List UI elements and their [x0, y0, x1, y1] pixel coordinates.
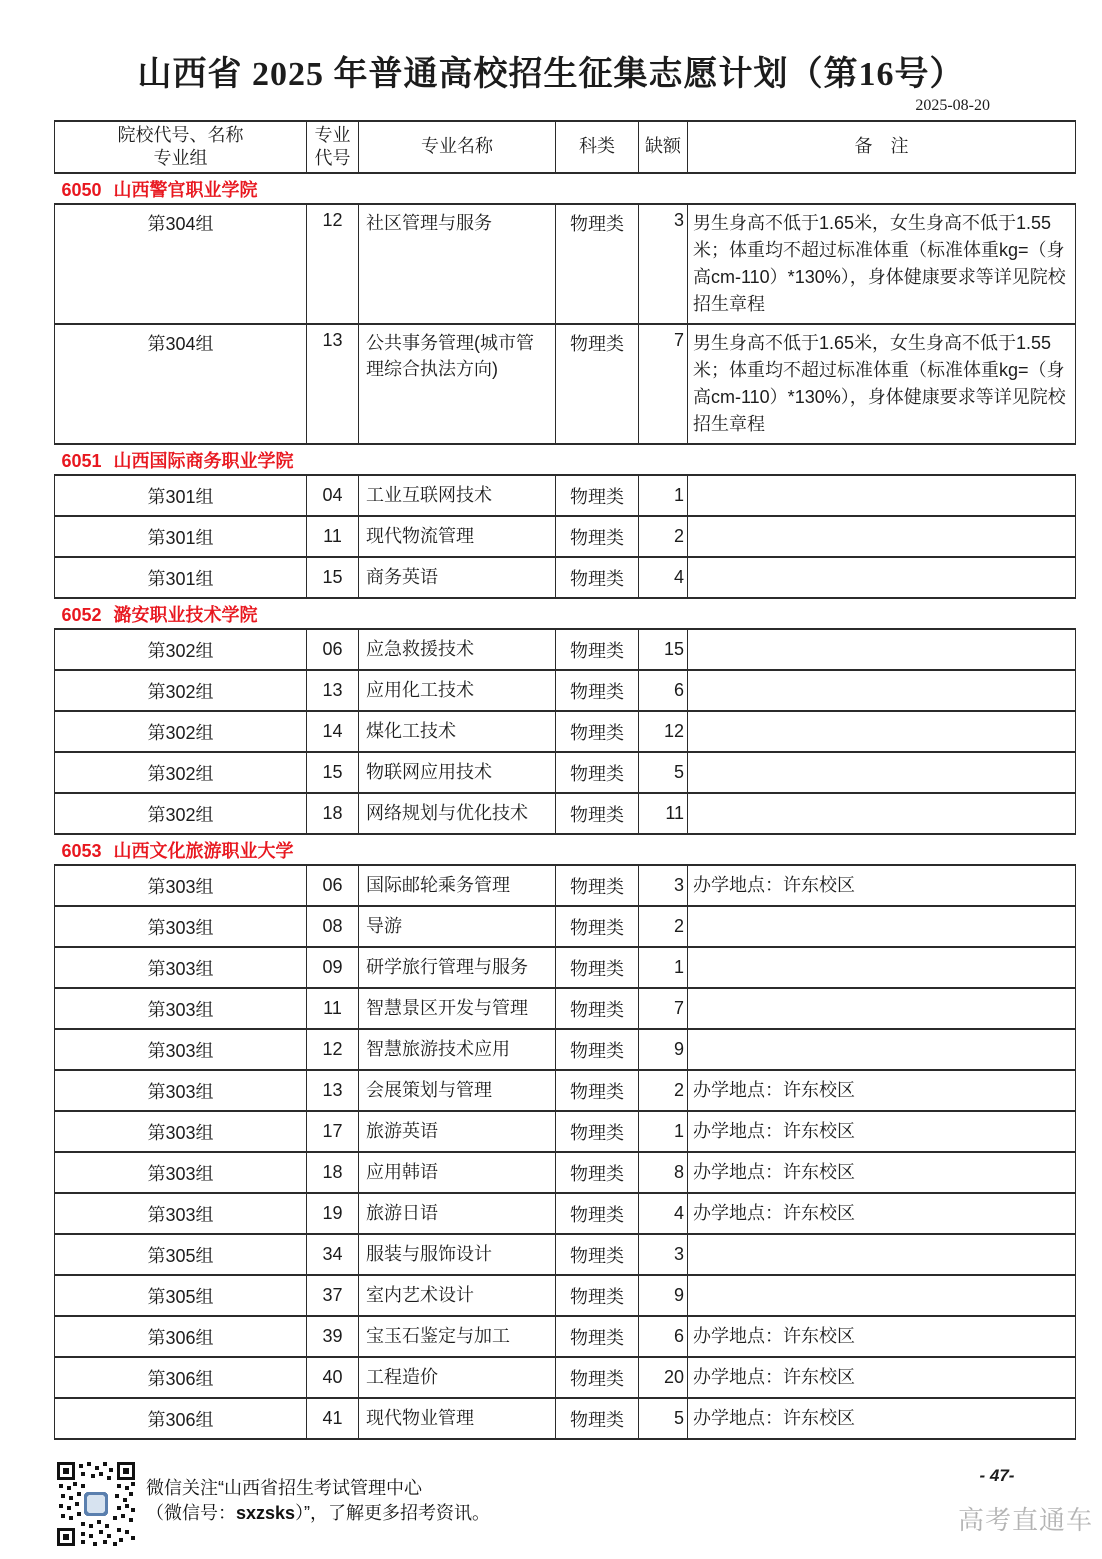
- vacancy-cell: 5: [639, 1398, 688, 1439]
- table-row: [55, 793, 1076, 834]
- major-code-cell: 13: [307, 324, 359, 444]
- college-group-cell: 第303组: [55, 988, 307, 1029]
- remark-cell: [688, 752, 1076, 793]
- vacancy-cell: 20: [639, 1357, 688, 1398]
- remark-cell: 办学地点：许东校区: [688, 1193, 1076, 1234]
- page-number: - 47-: [979, 1466, 1015, 1485]
- table-row: [55, 1398, 1076, 1439]
- major-name-cell: 应用化工技术: [359, 670, 556, 711]
- subject-category-cell: 物理类: [556, 1357, 639, 1398]
- college-group-cell: 第302组: [55, 629, 307, 670]
- major-name-cell: 应用韩语: [359, 1152, 556, 1193]
- table-row: [55, 475, 1076, 516]
- table-row: [55, 1111, 1076, 1152]
- vacancy-cell: 12: [639, 711, 688, 752]
- table-row: [55, 1357, 1076, 1398]
- table-row: [55, 711, 1076, 752]
- subject-category-cell: 物理类: [556, 1316, 639, 1357]
- remark-cell: [688, 629, 1076, 670]
- college-group-cell: 第303组: [55, 1029, 307, 1070]
- major-code-cell: 18: [307, 793, 359, 834]
- col-header-college-line1: 院校代号、名称: [117, 124, 244, 145]
- header-row: [55, 121, 1076, 173]
- remark-cell: [688, 947, 1076, 988]
- table-row: [55, 1152, 1076, 1193]
- remark-cell: 办学地点：许东校区: [688, 1111, 1076, 1152]
- major-name-cell: 国际邮轮乘务管理: [359, 865, 556, 906]
- table-row: [55, 988, 1076, 1029]
- college-group-cell: 第304组: [55, 324, 307, 444]
- subject-category-cell: 物理类: [556, 629, 639, 670]
- table-body: [55, 173, 1076, 1439]
- major-code-cell: 37: [307, 1275, 359, 1316]
- college-code: 6050: [61, 179, 102, 200]
- footer-wechat-line2: （微信号：sxzsks）”，了解更多招考资讯。: [146, 1502, 491, 1523]
- college-group-cell: 第303组: [55, 1111, 307, 1152]
- major-code-cell: 11: [307, 988, 359, 1029]
- remark-cell: [688, 1234, 1076, 1275]
- table-row: [55, 1193, 1076, 1234]
- footer-wechat-note: [146, 1476, 490, 1526]
- major-code-cell: 15: [307, 752, 359, 793]
- table-row: [55, 1234, 1076, 1275]
- vacancy-cell: 4: [639, 557, 688, 598]
- major-name-cell: 网络规划与优化技术: [359, 793, 556, 834]
- major-code-cell: 17: [307, 1111, 359, 1152]
- major-name-cell: 室内艺术设计: [359, 1275, 556, 1316]
- remark-cell: 办学地点：许东校区: [688, 865, 1076, 906]
- vacancy-cell: 3: [639, 204, 688, 324]
- vacancy-cell: 11: [639, 793, 688, 834]
- page-title: 山西省 2025 年普通高校招生征集志愿计划（第16号）: [137, 56, 965, 93]
- section-college-label: [55, 834, 1076, 865]
- wechat-id: sxzsks: [236, 1502, 296, 1523]
- vacancy-cell: 9: [639, 1029, 688, 1070]
- vacancy-cell: 1: [639, 1111, 688, 1152]
- major-code-cell: 08: [307, 906, 359, 947]
- major-name-cell: 旅游英语: [359, 1111, 556, 1152]
- table-row: [55, 947, 1076, 988]
- remark-cell: 男生身高不低于1.65米，女生身高不低于1.55米；体重均不超过标准体重（标准体重kg=（身高cm-110）*130%），身体健康要求等详见院校招生章程: [688, 324, 1076, 444]
- subject-category-cell: 物理类: [556, 516, 639, 557]
- subject-category-cell: 物理类: [556, 1152, 639, 1193]
- major-code-cell: 04: [307, 475, 359, 516]
- table-row: [55, 1029, 1076, 1070]
- major-code-cell: 13: [307, 670, 359, 711]
- subject-category-cell: 物理类: [556, 947, 639, 988]
- footer-wechat-line1: 微信关注“山西省招生考试管理中心: [146, 1478, 422, 1498]
- college-group-cell: 第306组: [55, 1398, 307, 1439]
- remark-cell: 办学地点：许东校区: [688, 1316, 1076, 1357]
- college-group-cell: 第303组: [55, 906, 307, 947]
- college-code: 6052: [61, 604, 102, 625]
- major-name-cell: 现代物流管理: [359, 516, 556, 557]
- major-code-cell: 12: [307, 204, 359, 324]
- remark-cell: [688, 670, 1076, 711]
- major-name-cell: 会展策划与管理: [359, 1070, 556, 1111]
- vacancy-cell: 3: [639, 1234, 688, 1275]
- col-header-major-name: 专业名称: [359, 121, 556, 173]
- section-college-label: [55, 444, 1076, 475]
- col-header-category: 科类: [556, 121, 639, 173]
- college-group-cell: 第302组: [55, 670, 307, 711]
- vacancy-cell: 2: [639, 516, 688, 557]
- major-name-cell: 煤化工技术: [359, 711, 556, 752]
- major-name-cell: 公共事务管理(城市管理综合执法方向): [359, 324, 556, 444]
- subject-category-cell: 物理类: [556, 670, 639, 711]
- section-college-label: [55, 598, 1076, 629]
- subject-category-cell: 物理类: [556, 1275, 639, 1316]
- college-name: 山西文化旅游职业大学: [113, 840, 294, 861]
- college-group-cell: 第304组: [55, 204, 307, 324]
- section-row: [55, 598, 1076, 629]
- major-code-cell: 12: [307, 1029, 359, 1070]
- remark-cell: 办学地点：许东校区: [688, 1070, 1076, 1111]
- date-label: 2025-08-20: [915, 97, 990, 114]
- vacancy-cell: 6: [639, 1316, 688, 1357]
- qr-code: [57, 1462, 135, 1546]
- section-row: [55, 173, 1076, 204]
- table-row: [55, 865, 1076, 906]
- subject-category-cell: 物理类: [556, 1398, 639, 1439]
- remark-cell: [688, 1029, 1076, 1070]
- vacancy-cell: 7: [639, 988, 688, 1029]
- major-name-cell: 旅游日语: [359, 1193, 556, 1234]
- major-code-cell: 34: [307, 1234, 359, 1275]
- college-group-cell: 第301组: [55, 516, 307, 557]
- subject-category-cell: 物理类: [556, 1234, 639, 1275]
- college-group-cell: 第306组: [55, 1357, 307, 1398]
- major-code-cell: 15: [307, 557, 359, 598]
- table-row: [55, 629, 1076, 670]
- subject-category-cell: 物理类: [556, 988, 639, 1029]
- subject-category-cell: 物理类: [556, 1111, 639, 1152]
- college-group-cell: 第302组: [55, 793, 307, 834]
- section-college-label: [55, 173, 1076, 204]
- college-name: 潞安职业技术学院: [113, 604, 258, 625]
- subject-category-cell: 物理类: [556, 865, 639, 906]
- subject-category-cell: 物理类: [556, 793, 639, 834]
- vacancy-cell: 8: [639, 1152, 688, 1193]
- major-code-cell: 14: [307, 711, 359, 752]
- vacancy-cell: 5: [639, 752, 688, 793]
- col-header-college: [55, 121, 307, 173]
- major-name-cell: 社区管理与服务: [359, 204, 556, 324]
- remark-cell: 办学地点：许东校区: [688, 1152, 1076, 1193]
- col-header-major-code: [307, 121, 359, 173]
- major-code-cell: 18: [307, 1152, 359, 1193]
- col-header-major-code-line1: 专业: [314, 124, 351, 145]
- subject-category-cell: 物理类: [556, 1070, 639, 1111]
- col-header-remark: 备 注: [688, 121, 1076, 173]
- major-name-cell: 物联网应用技术: [359, 752, 556, 793]
- major-name-cell: 工业互联网技术: [359, 475, 556, 516]
- table-row: [55, 204, 1076, 324]
- college-group-cell: 第305组: [55, 1275, 307, 1316]
- college-group-cell: 第301组: [55, 475, 307, 516]
- vacancy-cell: 4: [639, 1193, 688, 1234]
- major-code-cell: 06: [307, 629, 359, 670]
- subject-category-cell: 物理类: [556, 1193, 639, 1234]
- college-group-cell: 第305组: [55, 1234, 307, 1275]
- college-group-cell: 第303组: [55, 1070, 307, 1111]
- subject-category-cell: 物理类: [556, 1029, 639, 1070]
- major-code-cell: 13: [307, 1070, 359, 1111]
- major-name-cell: 现代物业管理: [359, 1398, 556, 1439]
- college-name: 山西警官职业学院: [113, 179, 258, 200]
- vacancy-cell: 1: [639, 947, 688, 988]
- col-header-major-code-line2: 代号: [314, 148, 351, 168]
- college-group-cell: 第303组: [55, 1152, 307, 1193]
- remark-cell: [688, 1275, 1076, 1316]
- major-name-cell: 智慧旅游技术应用: [359, 1029, 556, 1070]
- college-group-cell: 第303组: [55, 865, 307, 906]
- remark-cell: [688, 557, 1076, 598]
- table-row: [55, 1316, 1076, 1357]
- remark-cell: 男生身高不低于1.65米，女生身高不低于1.55米；体重均不超过标准体重（标准体重kg=（身高cm-110）*130%），身体健康要求等详见院校招生章程: [688, 204, 1076, 324]
- table-row: [55, 670, 1076, 711]
- major-code-cell: 09: [307, 947, 359, 988]
- vacancy-cell: 15: [639, 629, 688, 670]
- section-row: [55, 444, 1076, 475]
- major-code-cell: 40: [307, 1357, 359, 1398]
- major-name-cell: 服装与服饰设计: [359, 1234, 556, 1275]
- table-row: [55, 557, 1076, 598]
- col-header-vacancy: 缺额: [639, 121, 688, 173]
- vacancy-cell: 2: [639, 906, 688, 947]
- major-code-cell: 39: [307, 1316, 359, 1357]
- subject-category-cell: 物理类: [556, 557, 639, 598]
- subject-category-cell: 物理类: [556, 324, 639, 444]
- subject-category-cell: 物理类: [556, 752, 639, 793]
- college-group-cell: 第303组: [55, 1193, 307, 1234]
- college-name: 山西国际商务职业学院: [113, 450, 294, 471]
- major-name-cell: 导游: [359, 906, 556, 947]
- plan-table: [54, 120, 1076, 1440]
- remark-cell: [688, 988, 1076, 1029]
- remark-cell: [688, 475, 1076, 516]
- college-code: 6053: [61, 840, 102, 861]
- college-group-cell: 第306组: [55, 1316, 307, 1357]
- table-row: [55, 752, 1076, 793]
- table-row: [55, 1275, 1076, 1316]
- remark-cell: [688, 906, 1076, 947]
- vacancy-cell: 1: [639, 475, 688, 516]
- major-code-cell: 41: [307, 1398, 359, 1439]
- section-row: [55, 834, 1076, 865]
- college-group-cell: 第301组: [55, 557, 307, 598]
- subject-category-cell: 物理类: [556, 475, 639, 516]
- major-code-cell: 06: [307, 865, 359, 906]
- subject-category-cell: 物理类: [556, 711, 639, 752]
- major-name-cell: 智慧景区开发与管理: [359, 988, 556, 1029]
- college-group-cell: 第302组: [55, 711, 307, 752]
- remark-cell: [688, 793, 1076, 834]
- remark-cell: 办学地点：许东校区: [688, 1398, 1076, 1439]
- vacancy-cell: 9: [639, 1275, 688, 1316]
- major-name-cell: 应急救援技术: [359, 629, 556, 670]
- major-name-cell: 商务英语: [359, 557, 556, 598]
- major-name-cell: 工程造价: [359, 1357, 556, 1398]
- table-row: [55, 516, 1076, 557]
- col-header-college-line2: 专业组: [153, 148, 208, 168]
- subject-category-cell: 物理类: [556, 906, 639, 947]
- remark-cell: [688, 516, 1076, 557]
- vacancy-cell: 2: [639, 1070, 688, 1111]
- subject-category-cell: 物理类: [556, 204, 639, 324]
- table-row: [55, 906, 1076, 947]
- major-name-cell: 宝玉石鉴定与加工: [359, 1316, 556, 1357]
- watermark-gaokao-zhitongche: 高考直通车: [958, 1505, 1094, 1535]
- major-code-cell: 19: [307, 1193, 359, 1234]
- college-group-cell: 第303组: [55, 947, 307, 988]
- remark-cell: 办学地点：许东校区: [688, 1357, 1076, 1398]
- table-row: [55, 324, 1076, 444]
- vacancy-cell: 3: [639, 865, 688, 906]
- vacancy-cell: 7: [639, 324, 688, 444]
- table-row: [55, 1070, 1076, 1111]
- vacancy-cell: 6: [639, 670, 688, 711]
- major-name-cell: 研学旅行管理与服务: [359, 947, 556, 988]
- college-group-cell: 第302组: [55, 752, 307, 793]
- major-code-cell: 11: [307, 516, 359, 557]
- college-code: 6051: [61, 450, 102, 471]
- remark-cell: [688, 711, 1076, 752]
